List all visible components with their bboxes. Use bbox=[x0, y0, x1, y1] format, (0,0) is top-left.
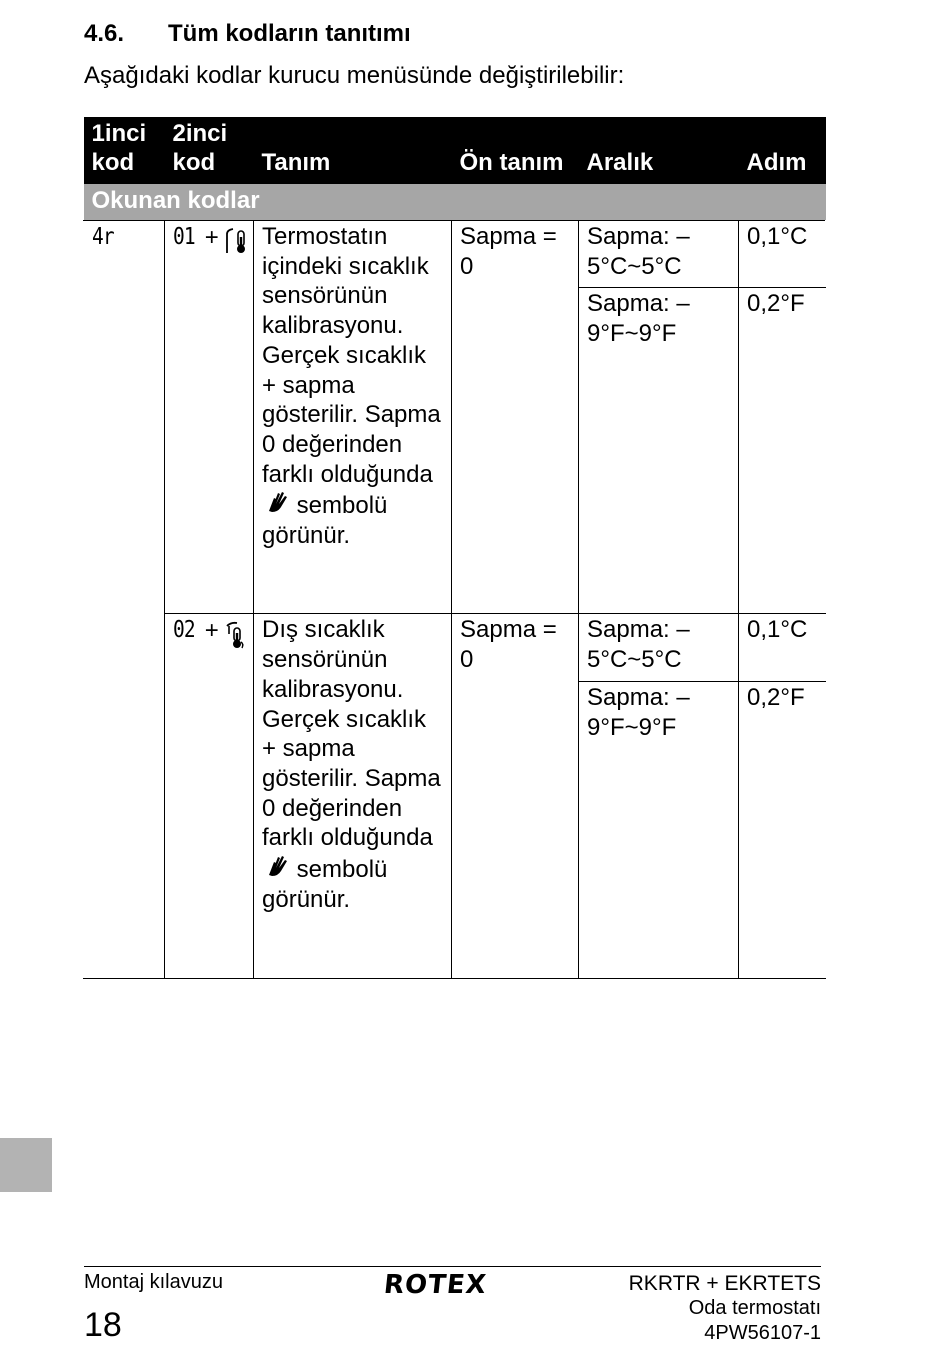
second-code: 01 bbox=[173, 224, 195, 250]
header-range: Aralık bbox=[579, 117, 739, 184]
section-row bbox=[84, 184, 826, 221]
hand-icon bbox=[266, 489, 290, 521]
range-cell: Sapma: –9°F~9°F bbox=[579, 288, 739, 614]
plus-sign: + bbox=[204, 224, 219, 251]
first-code: 4r bbox=[92, 224, 114, 250]
rotex-logo: ROTEX bbox=[382, 1270, 489, 1300]
default-cell: Sapma = 0 bbox=[452, 221, 579, 614]
section-heading bbox=[84, 20, 411, 48]
description-cell bbox=[254, 614, 452, 978]
description-tail: sembolü görünür. bbox=[262, 492, 388, 550]
second-code-cell bbox=[165, 614, 254, 978]
section-label: Okunan kodlar bbox=[84, 184, 826, 221]
header-code2: 2inci kod bbox=[165, 117, 254, 184]
indoor-thermometer-icon bbox=[225, 227, 249, 263]
table-header-row bbox=[84, 117, 826, 184]
description-tail: sembolü görünür. bbox=[262, 856, 388, 913]
header-step: Adım bbox=[739, 117, 826, 184]
table-row bbox=[84, 221, 826, 288]
table-row bbox=[84, 614, 826, 681]
outdoor-thermometer-icon bbox=[225, 620, 249, 658]
step-cell: 0,2°F bbox=[739, 681, 826, 978]
description-cell bbox=[254, 221, 452, 614]
header-default: Ön tanım bbox=[452, 117, 579, 184]
step-cell: 0,2°F bbox=[739, 288, 826, 614]
header-code1: 1inci kod bbox=[84, 117, 165, 184]
section-number: 4.6. bbox=[84, 20, 125, 47]
first-code-cell bbox=[84, 221, 165, 979]
chapter-tab bbox=[0, 1138, 52, 1192]
range-cell: Sapma: –9°F~9°F bbox=[579, 681, 739, 978]
description-text: Termostatın içindeki sıcaklık sensörünün kalibrasyonu. Gerçek sıcaklık + sapma gösterilir. Sapma 0 değerinden farklı olduğunda bbox=[262, 223, 441, 488]
footer-manual: Montaj kılavuzu bbox=[84, 1271, 223, 1293]
footer-product-info bbox=[629, 1271, 821, 1346]
range-cell: Sapma: –5°C~5°C bbox=[579, 614, 739, 681]
step-cell: 0,1°C bbox=[739, 221, 826, 288]
second-code-cell bbox=[165, 221, 254, 614]
footer-doc-code: 4PW56107-1 bbox=[704, 1322, 821, 1344]
footer-product-name: Oda termostatı bbox=[688, 1297, 821, 1319]
page-number: 18 bbox=[84, 1306, 122, 1344]
second-code: 02 bbox=[173, 617, 195, 644]
codes-table bbox=[83, 117, 826, 979]
plus-sign: + bbox=[204, 617, 219, 645]
footer-product: RKRTR + EKRTETS bbox=[628, 1272, 821, 1295]
step-cell: 0,1°C bbox=[739, 614, 826, 681]
intro-text: Aşağıdaki kodlar kurucu menüsünde değiştirilebilir: bbox=[84, 62, 625, 89]
description-text: Dış sıcaklık sensörünün kalibrasyonu. Gerçek sıcaklık + sapma gösterilir. Sapma 0 değerinden farklı olduğunda bbox=[262, 616, 441, 852]
hand-icon bbox=[266, 853, 290, 885]
footer-divider bbox=[84, 1266, 821, 1267]
header-description: Tanım bbox=[254, 117, 452, 184]
default-cell: Sapma = 0 bbox=[452, 614, 579, 978]
range-cell: Sapma: –5°C~5°C bbox=[579, 221, 739, 288]
section-title: Tüm kodların tanıtımı bbox=[168, 20, 411, 47]
